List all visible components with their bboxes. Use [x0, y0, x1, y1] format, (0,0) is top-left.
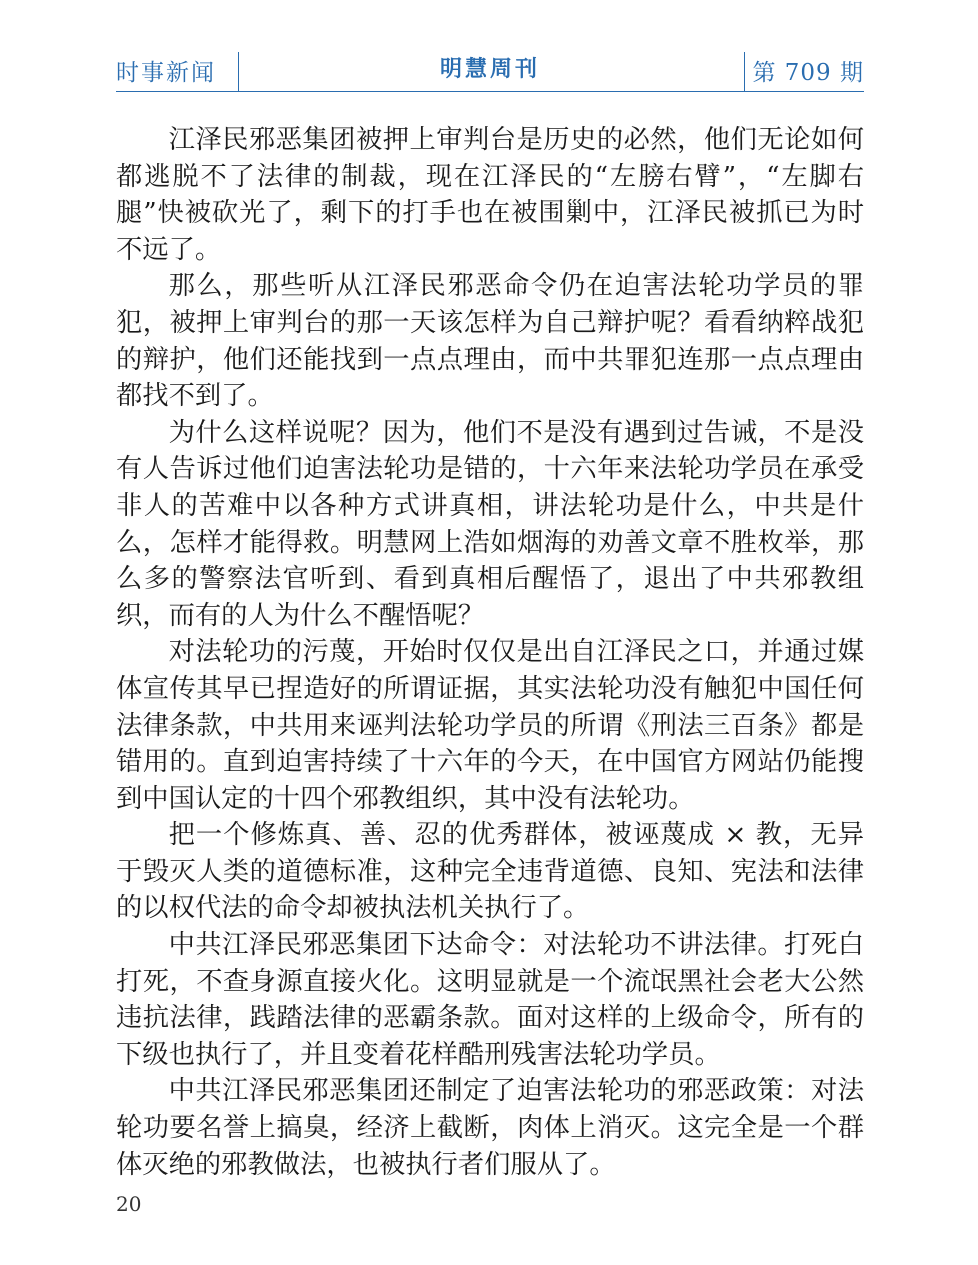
paragraph: 中共江泽民邪恶集团下达命令：对法轮功不讲法律。打死白打死，不查身源直接火化。这明显就是一个流氓黑社会老大公然违抗法律，践踏法律的恶霸条款。面对这样的上级命令，所有的下级也执行了，并且变着花样酷刑残害法轮功学员。: [116, 930, 864, 1070]
paragraph: 对法轮功的污蔑，开始时仅仅是出自江泽民之口，并通过媒体宣传其早已捏造好的所谓证据，其实法轮功没有触犯中国任何法律条款，中共用来诬判法轮功学员的所谓《刑法三百条》都是错用的。直到迫害持续了十六年的今天，在中国官方网站仍能搜到中国认定的十四个邪教组织，其中没有法轮功。: [116, 637, 864, 814]
paragraph: 那么，那些听从江泽民邪恶命令仍在迫害法轮功学员的罪犯，被押上审判台的那一天该怎样为自己辩护呢？看看纳粹战犯的辩护，他们还能找到一点点理由，而中共罪犯连那一点点理由都找不到了。: [116, 271, 864, 412]
header-issue-number: 第 709 期: [752, 60, 864, 86]
header-divider-right: [744, 52, 745, 92]
page-header: [116, 48, 864, 92]
paragraph: 江泽民邪恶集团被押上审判台是历史的必然，他们无论如何都逃脱不了法律的制裁，现在江泽民的“左膀右臂”，“左脚右腿”快被砍光了，剩下的打手也在被围剿中，江泽民被抓已为时不远了。: [116, 125, 864, 265]
header-section-label: 时事新闻: [116, 60, 216, 86]
paragraph: 为什么这样说呢？因为，他们不是没有遇到过告诫，不是没有人告诉过他们迫害法轮功是错的，十六年来法轮功学员在承受非人的苦难中以各种方式讲真相，讲法轮功是什么，中共是什么，怎样才能得救。明慧网上浩如烟海的劝善文章不胜枚举，那么多的警察法官听到、看到真相后醒悟了，退出了中共邪教组织，而有的人为什么不醒悟呢？: [116, 417, 864, 631]
header-rule: [116, 91, 864, 92]
article-body: [116, 122, 864, 1183]
paragraph: 中共江泽民邪恶集团还制定了迫害法轮功的邪恶政策：对法轮功要名誉上搞臭，经济上截断，肉体上消灭。这完全是一个群体灭绝的邪教做法，也被执行者们服从了。: [116, 1076, 864, 1180]
page-number: 20: [116, 1192, 142, 1216]
header-publication-title: 明慧周刊: [439, 56, 540, 82]
paragraph: 把一个修炼真、善、忍的优秀群体，被诬蔑成 × 教，无异于毁灭人类的道德标准，这种完全违背道德、良知、宪法和法律的以权代法的命令却被执法机关执行了。: [116, 820, 864, 924]
